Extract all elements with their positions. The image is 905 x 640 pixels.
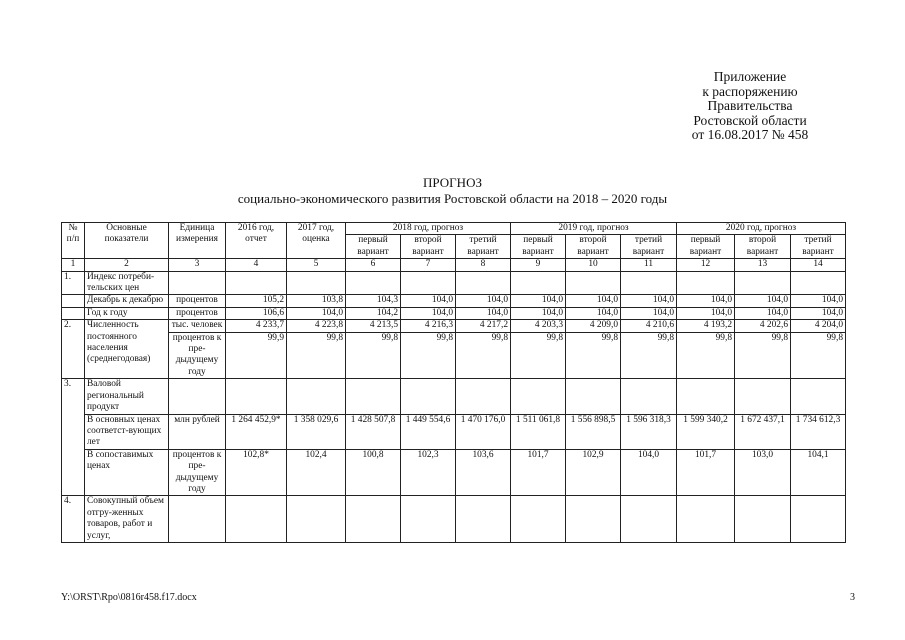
header-variant: первый вариант xyxy=(511,235,566,259)
value-cell: 106,6 xyxy=(226,307,287,319)
value-cell: 4 217,2 xyxy=(456,320,511,332)
value-cell: 104,0 xyxy=(677,307,735,319)
value-cell: 1 599 340,2 xyxy=(677,414,735,449)
table-row xyxy=(62,307,846,319)
indicator-name: Численность постоянного населения (среднегодовая) xyxy=(85,320,169,379)
document-subtitle: социально-экономического развития Ростовской области на 2018 – 2020 годы xyxy=(237,191,668,206)
value-cell: 4 209,0 xyxy=(566,320,621,332)
value-cell: 104,0 xyxy=(511,295,566,307)
value-cell: 4 233,7 xyxy=(226,320,287,332)
header-unit: Единица измерения xyxy=(169,223,226,259)
value-cell xyxy=(226,379,287,414)
value-cell xyxy=(287,271,346,295)
value-cell: 99,8 xyxy=(791,332,846,379)
value-cell xyxy=(511,271,566,295)
header-number: № п/п xyxy=(62,223,85,259)
value-cell: 104,0 xyxy=(287,307,346,319)
column-number: 6 xyxy=(346,259,401,271)
value-cell: 4 223,8 xyxy=(287,320,346,332)
value-cell: 104,0 xyxy=(621,449,677,496)
column-number: 11 xyxy=(621,259,677,271)
column-number: 4 xyxy=(226,259,287,271)
table-row xyxy=(62,496,846,543)
row-number xyxy=(62,295,85,307)
column-number: 10 xyxy=(566,259,621,271)
value-cell: 104,0 xyxy=(566,295,621,307)
value-cell: 105,2 xyxy=(226,295,287,307)
value-cell xyxy=(621,271,677,295)
value-cell: 99,9 xyxy=(226,332,287,379)
unit-cell xyxy=(169,271,226,295)
row-number: 4. xyxy=(62,496,85,543)
value-cell xyxy=(677,379,735,414)
header-2016: 2016 год, отчет xyxy=(226,223,287,259)
row-number: 3. xyxy=(62,379,85,496)
value-cell: 99,8 xyxy=(287,332,346,379)
value-cell xyxy=(401,271,456,295)
file-path: Y:\ORST\Rpo\0816r458.f17.docx xyxy=(61,592,197,603)
indicator-name: Совокупный объем отгру-женных товаров, работ и услуг, xyxy=(85,496,169,543)
value-cell xyxy=(287,496,346,543)
value-cell xyxy=(735,271,791,295)
appendix-line: к распоряжению xyxy=(702,83,798,99)
value-cell: 104,0 xyxy=(401,295,456,307)
value-cell xyxy=(287,379,346,414)
value-cell: 99,8 xyxy=(511,332,566,379)
value-cell xyxy=(566,379,621,414)
value-cell: 99,8 xyxy=(735,332,791,379)
column-number: 9 xyxy=(511,259,566,271)
column-number: 12 xyxy=(677,259,735,271)
header-row xyxy=(62,223,846,235)
value-cell xyxy=(511,496,566,543)
value-cell: 1 428 507,8 xyxy=(346,414,401,449)
value-cell: 4 203,3 xyxy=(511,320,566,332)
table-row xyxy=(62,414,846,449)
header-2020: 2020 год, прогноз xyxy=(677,223,846,235)
value-cell: 4 202,6 xyxy=(735,320,791,332)
header-variant: первый вариант xyxy=(346,235,401,259)
unit-cell: процентов к пре-дыдущему году xyxy=(169,449,226,496)
column-number: 13 xyxy=(735,259,791,271)
column-number: 8 xyxy=(456,259,511,271)
value-cell: 99,8 xyxy=(566,332,621,379)
header-2018: 2018 год, прогноз xyxy=(346,223,511,235)
value-cell: 1 358 029,6 xyxy=(287,414,346,449)
value-cell: 102,3 xyxy=(401,449,456,496)
value-cell: 104,0 xyxy=(735,307,791,319)
indicator-name: Индекс потреби-тельских цен xyxy=(85,271,169,295)
indicator-name: Декабрь к декабрю xyxy=(85,295,169,307)
value-cell: 1 449 554,6 xyxy=(401,414,456,449)
value-cell: 4 210,6 xyxy=(621,320,677,332)
value-cell xyxy=(456,379,511,414)
column-number: 7 xyxy=(401,259,456,271)
value-cell: 103,8 xyxy=(287,295,346,307)
value-cell: 100,8 xyxy=(346,449,401,496)
value-cell: 104,0 xyxy=(735,295,791,307)
header-variant: третий вариант xyxy=(621,235,677,259)
column-number: 3 xyxy=(169,259,226,271)
table-row xyxy=(62,449,846,496)
value-cell: 1 734 612,3 xyxy=(791,414,846,449)
value-cell: 102,9 xyxy=(566,449,621,496)
value-cell: 4 193,2 xyxy=(677,320,735,332)
column-number: 14 xyxy=(791,259,846,271)
value-cell: 104,0 xyxy=(791,295,846,307)
value-cell: 4 213,5 xyxy=(346,320,401,332)
value-cell: 102,4 xyxy=(287,449,346,496)
value-cell xyxy=(401,379,456,414)
table-row xyxy=(62,320,846,332)
header-variant: второй вариант xyxy=(401,235,456,259)
header-2019: 2019 год, прогноз xyxy=(511,223,677,235)
value-cell: 99,8 xyxy=(621,332,677,379)
value-cell: 4 216,3 xyxy=(401,320,456,332)
value-cell xyxy=(735,379,791,414)
document-title: ПРОГНОЗ xyxy=(423,175,482,190)
column-number: 2 xyxy=(85,259,169,271)
table-row xyxy=(62,295,846,307)
value-cell: 1 470 176,0 xyxy=(456,414,511,449)
column-number: 5 xyxy=(287,259,346,271)
indicator-name: Валовой региональный продукт xyxy=(85,379,169,414)
table-row xyxy=(62,332,846,379)
value-cell: 99,8 xyxy=(677,332,735,379)
value-cell: 104,2 xyxy=(346,307,401,319)
table-row xyxy=(62,379,846,414)
value-cell: 104,1 xyxy=(791,449,846,496)
column-number-row xyxy=(62,259,846,271)
value-cell: 104,0 xyxy=(401,307,456,319)
column-number: 1 xyxy=(62,259,85,271)
value-cell: 103,6 xyxy=(456,449,511,496)
value-cell xyxy=(791,271,846,295)
value-cell xyxy=(456,271,511,295)
value-cell: 104,0 xyxy=(791,307,846,319)
page-number: 3 xyxy=(850,592,855,603)
unit-cell xyxy=(169,379,226,414)
value-cell: 104,0 xyxy=(677,295,735,307)
value-cell: 104,0 xyxy=(566,307,621,319)
appendix-line: Ростовской области xyxy=(693,112,807,128)
indicator-name: Год к году xyxy=(85,307,169,319)
unit-cell: процентов к пре-дыдущему году xyxy=(169,332,226,379)
unit-cell xyxy=(169,496,226,543)
value-cell: 104,0 xyxy=(621,307,677,319)
value-cell xyxy=(226,271,287,295)
value-cell xyxy=(566,496,621,543)
value-cell: 1 556 898,5 xyxy=(566,414,621,449)
unit-cell: процентов xyxy=(169,307,226,319)
header-indicators: Основные показатели xyxy=(85,223,169,259)
value-cell: 104,3 xyxy=(346,295,401,307)
appendix-line: Правительства xyxy=(707,98,793,114)
value-cell: 4 204,0 xyxy=(791,320,846,332)
header-variant: третий вариант xyxy=(791,235,846,259)
value-cell: 103,0 xyxy=(735,449,791,496)
value-cell: 1 672 437,1 xyxy=(735,414,791,449)
header-variant: первый вариант xyxy=(677,235,735,259)
header-2017: 2017 год, оценка xyxy=(287,223,346,259)
value-cell xyxy=(621,496,677,543)
value-cell xyxy=(226,496,287,543)
header-variant: второй вариант xyxy=(735,235,791,259)
value-cell: 104,0 xyxy=(456,307,511,319)
unit-cell: тыс. человек xyxy=(169,320,226,332)
value-cell xyxy=(456,496,511,543)
unit-cell: процентов xyxy=(169,295,226,307)
value-cell: 99,8 xyxy=(346,332,401,379)
value-cell xyxy=(677,271,735,295)
value-cell: 1 596 318,3 xyxy=(621,414,677,449)
value-cell: 1 264 452,9* xyxy=(226,414,287,449)
unit-cell: млн рублей xyxy=(169,414,226,449)
value-cell: 104,0 xyxy=(621,295,677,307)
value-cell xyxy=(346,271,401,295)
value-cell xyxy=(566,271,621,295)
value-cell: 102,8* xyxy=(226,449,287,496)
row-number: 1. xyxy=(62,271,85,295)
value-cell xyxy=(346,496,401,543)
value-cell: 101,7 xyxy=(511,449,566,496)
value-cell: 99,8 xyxy=(456,332,511,379)
appendix-line: от 16.08.2017 № 458 xyxy=(691,127,809,143)
value-cell: 99,8 xyxy=(401,332,456,379)
row-number xyxy=(62,307,85,319)
table-row xyxy=(62,271,846,295)
appendix-line: Приложение xyxy=(713,69,787,84)
value-cell: 1 511 061,8 xyxy=(511,414,566,449)
value-cell: 101,7 xyxy=(677,449,735,496)
value-cell xyxy=(346,379,401,414)
indicator-name: В сопоставимых ценах xyxy=(85,449,169,496)
value-cell: 104,0 xyxy=(456,295,511,307)
appendix-block xyxy=(640,70,860,143)
value-cell xyxy=(621,379,677,414)
value-cell xyxy=(791,496,846,543)
forecast-table xyxy=(61,222,846,543)
header-variant: второй вариант xyxy=(566,235,621,259)
header-variant: третий вариант xyxy=(456,235,511,259)
value-cell: 104,0 xyxy=(511,307,566,319)
value-cell xyxy=(401,496,456,543)
value-cell xyxy=(677,496,735,543)
value-cell xyxy=(511,379,566,414)
row-number: 2. xyxy=(62,320,85,379)
value-cell xyxy=(735,496,791,543)
value-cell xyxy=(791,379,846,414)
indicator-name: В основных ценах соответст-вующих лет xyxy=(85,414,169,449)
